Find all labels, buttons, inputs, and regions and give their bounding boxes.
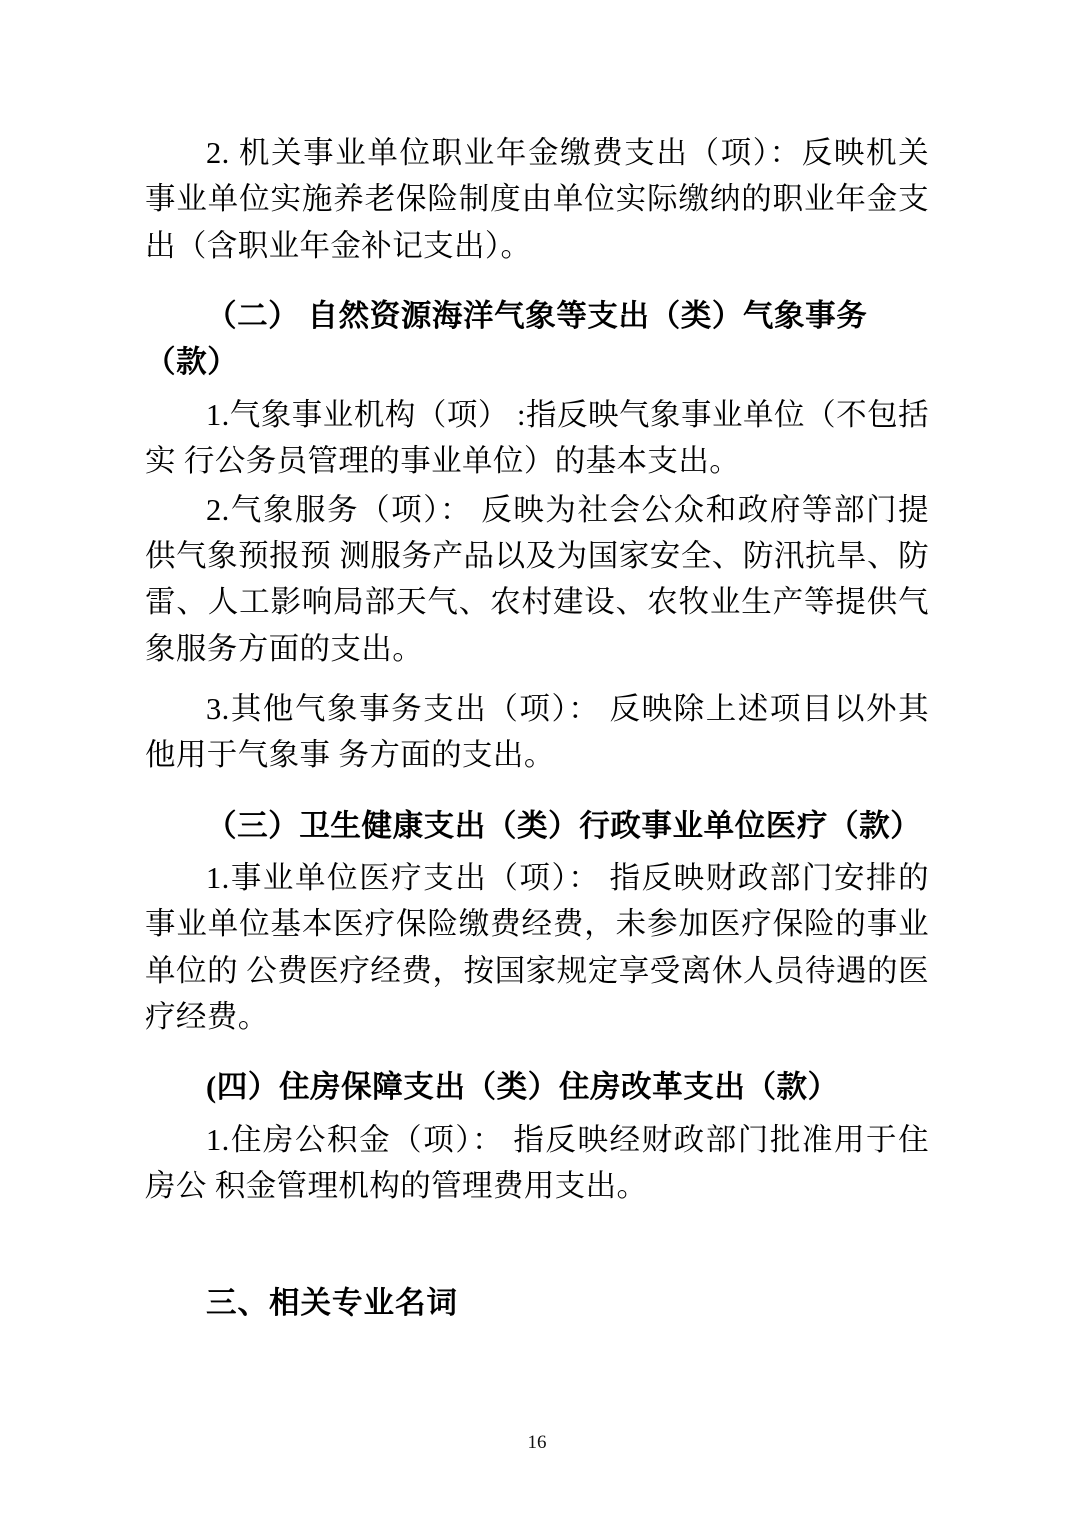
heading-section-3: （三）卫生健康支出（类）行政事业单位医疗（款） bbox=[206, 808, 922, 843]
heading-section-4: (四）住房保障支出（类）住房改革支出（款） bbox=[206, 1070, 839, 1105]
paragraph-other-meteorology-expenditure: 3.其他气象事务支出（项）： 反映除上述项目以外其他用于气象事 务方面的支出。 bbox=[145, 691, 929, 773]
paragraph-meteorology-service: 2.气象服务（项）： 反映为社会公众和政府等部门提供气象预报预 测服务产品以及为国家安全、防汛抗旱、防雷、人工影响局部天气、农村建设、农牧业生产等提供气象服务方面的支出。 bbox=[145, 492, 929, 666]
spacer bbox=[145, 1042, 929, 1054]
paragraph-item-2-annuity: 2. 机关事业单位职业年金缴费支出（项）：反映机关事业单位实施养老保险制度由单位实际缴纳的职业年金支出（含职业年金补记支出）。 bbox=[145, 136, 929, 263]
paragraph-meteorology-institution: 1.气象事业机构（项） :指反映气象事业单位（不包括实 行公务员管理的事业单位）的基本支出。 bbox=[145, 397, 929, 479]
heading-section-three-terms: 三、相关专业名词 bbox=[206, 1285, 458, 1320]
spacer bbox=[145, 271, 929, 283]
paragraph-institution-medical-expenditure: 1.事业单位医疗支出（项）： 指反映财政部门安排的事业单位基本医疗保险缴费经费，未参加医疗保险的事业单位的 公费医疗经费，按国家规定享受离休人员待遇的医疗经费。 bbox=[145, 861, 929, 1035]
heading-section-2: （二） 自然资源海洋气象等支出（类）气象事务（款） bbox=[145, 299, 868, 380]
page-number: 16 bbox=[527, 1432, 547, 1453]
paragraph-housing-fund: 1.住房公积金（项）： 指反映经财政部门批准用于住房公 积金管理机构的管理费用支出。 bbox=[145, 1122, 929, 1204]
spacer bbox=[145, 674, 929, 686]
spacer bbox=[145, 781, 929, 793]
